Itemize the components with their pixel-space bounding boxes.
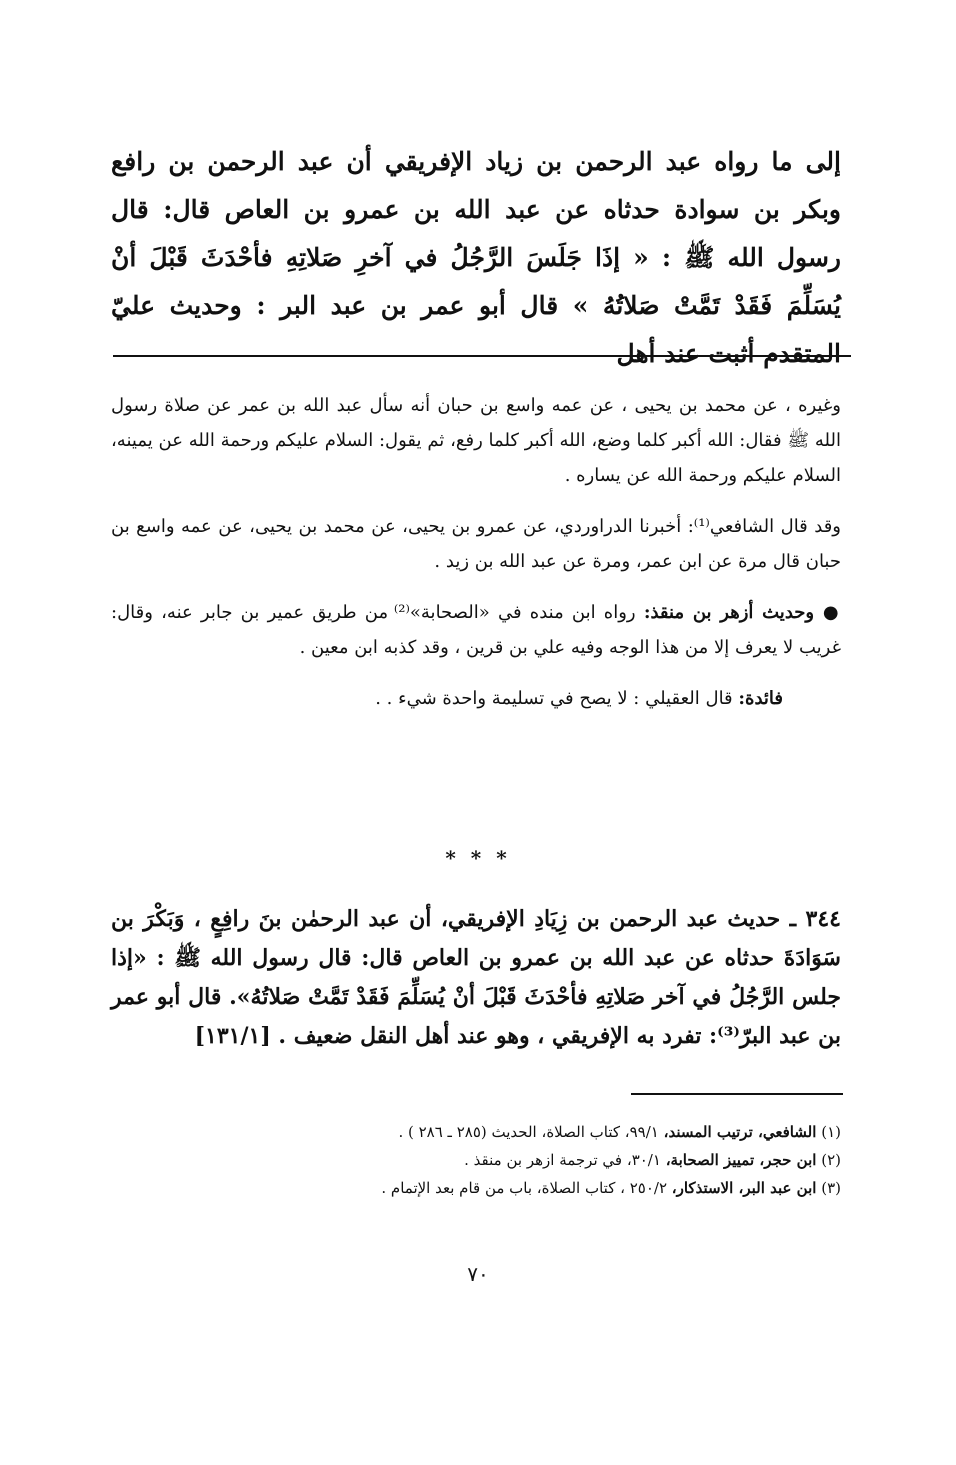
footnote-number: (٣): [821, 1179, 841, 1197]
hadith-text: ٣٤٤ ـ حديث عبد الرحمن بن زِيَادِ الإفريقي، أن عبد الرحمٰن بنَ رافِعٍ ، وَبَكْرَ بن سَوَادَةَ حدثاه عن عبد الله بن عمرو بن العاص قال: قال رسول الله ﷺ : «إذا جلس الرَّجُلُ في آخر صَلاتِهِ فأحْدَثَ قَبْلَ أنْ يُسَلِّمَ فَقَدْ تَمَّتْ صَلاتُهُ». قال أبو عمر بن عبد البرّ⁽³⁾: تفرد به الإفريقي ، وهو عند أهل النقل ضعيف . [١٣١/١]: [111, 906, 841, 1049]
note-paragraph-1: وغيره ، عن محمد بن يحيى ، عن عمه واسع بن حبان أنه سأل عبد الله بن عمر عن صلاة رسول الله ﷺ فقال: الله أكبر كلما وضع، الله أكبر كلما رفع، ثم يقول: السلام عليكم ورحمة الله عن يمينه، السلام عليكم ورحمة الله عن يساره .: [111, 395, 841, 486]
footnote-1: [111, 1118, 841, 1146]
notes-section: [111, 388, 841, 732]
page-number: ٧٠: [467, 1262, 489, 1286]
footnote-detail: ٣٠/١، في ترجمة ازهر بن منقذ .: [464, 1151, 666, 1169]
hadith-344: [111, 900, 841, 1056]
footnote-divider: [631, 1093, 843, 1095]
footnote-detail: ٢٥٠/٢ ، كتاب الصلاة، باب من قام بعد الإتمام .: [381, 1179, 672, 1197]
note-paragraph-2: وقد قال الشافعي⁽¹⁾: أخبرنا الدراوردي، عن عمرو بن يحيى، عن محمد بن يحيى، عن عمه واسع بن حبان قال مرة عن ابن عمر، ومرة عن عبد الله بن زيد .: [111, 516, 841, 572]
footnote-detail: ٩٩/١، كتاب الصلاة، الحديث (٢٨٥ ـ ٢٨٦ ) .: [398, 1123, 664, 1141]
footnotes: [111, 1118, 841, 1202]
footnote-source: ابن حجر، تمييز الصحابة،: [665, 1151, 817, 1169]
faida-label: فائدة:: [738, 688, 783, 709]
footnote-number: (١): [821, 1123, 841, 1141]
footnote-2: [111, 1146, 841, 1174]
footnote-source: ابن عبد البر، الاستذكار،: [671, 1179, 817, 1197]
section-divider: [113, 355, 851, 357]
footnote-number: (٢): [821, 1151, 841, 1169]
faida-text: قال العقيلي : لا يصح في تسليمة واحدة شيء . .: [375, 688, 739, 709]
continuation-paragraph: [111, 138, 841, 378]
footnote-source: الشافعي، ترتيب المسند،: [663, 1123, 817, 1141]
azhar-hadith-text: رواه ابن منده في «الصحابة»⁽²⁾ من طريق عمير بن جابر عنه، وقال: غريب لا يعرف إلا من هذا الوجه وفيه علي بن قرين ، وقد كذبه ابن معين .: [111, 602, 841, 658]
azhar-hadith-label: ● وحديث أزهر بن منقذ:: [643, 602, 841, 623]
continuation-text: إلى ما رواه عبد الرحمن بن زياد الإفريقي أن عبد الرحمن بن رافع وبكر بن سوادة حدثاه عن عبد الله بن عمرو بن العاص قال: قال رسول الله ﷺ : « إذَا جَلَسَ الرَّجُلُ في آخرِ صَلاتِهِ فأحْدَثَ قَبْلَ أنْ يُسَلِّمَ فَقَدْ تَمَّتْ صَلاتُهُ » قال أبو عمر بن عبد البر : وحديث عليّ المتقدم أثبت عند أهل: [111, 147, 841, 368]
section-separator-stars: * * *: [445, 846, 511, 870]
note-paragraph-3: [111, 595, 841, 665]
faida-paragraph: [111, 681, 841, 716]
footnote-3: [111, 1174, 841, 1202]
